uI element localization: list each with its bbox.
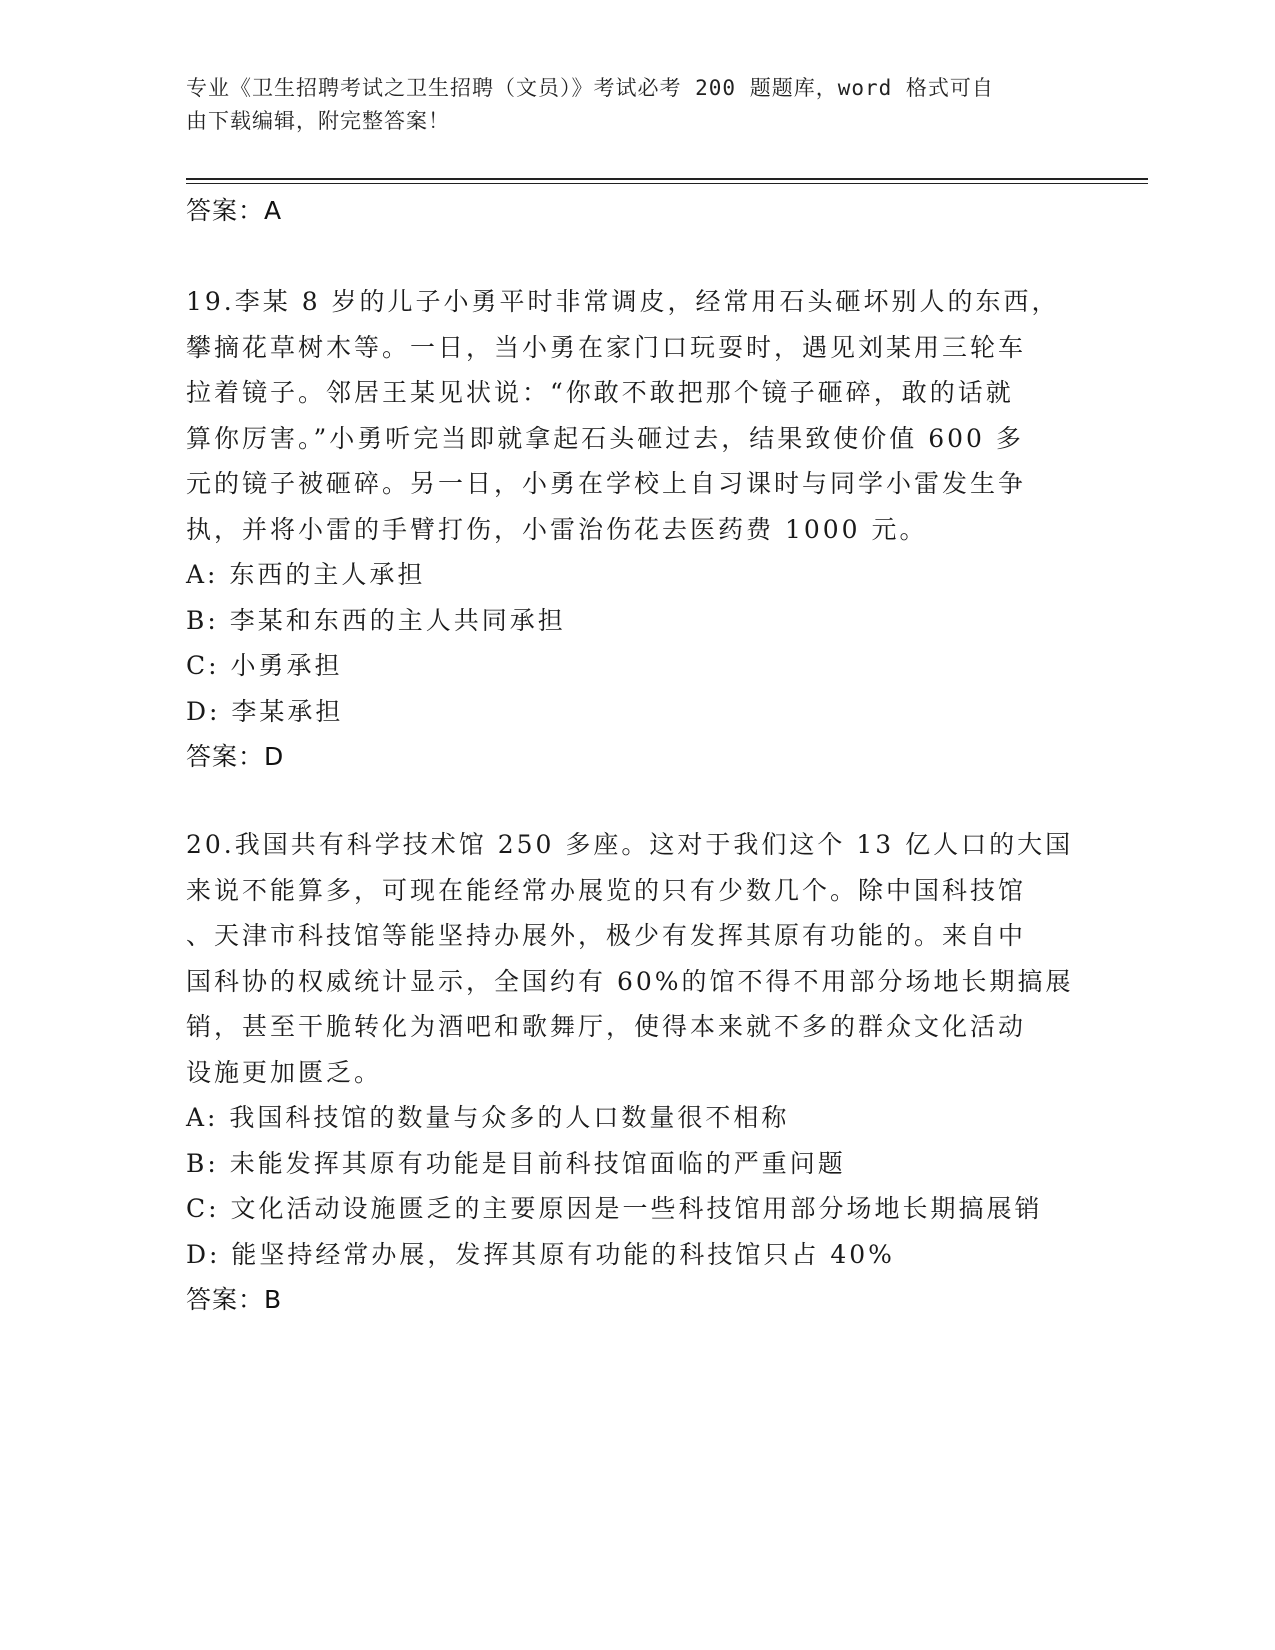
question-stem-line: 20.我国共有科学技术馆 250 多座。这对于我们这个 13 亿人口的大国 xyxy=(186,830,1074,859)
question-stem-line: 、天津市科技馆等能坚持办展外，极少有发挥其原有功能的。来自中 xyxy=(186,921,1027,950)
question-stem-line: 执，并将小雷的手臂打伤，小雷治伤花去医药费 1000 元。 xyxy=(186,514,928,544)
previous-question-answer: 答案：A xyxy=(186,196,283,225)
question-stem-line: 拉着镜子。邻居王某见状说：“你敢不敢把那个镜子砸碎，敢的话就 xyxy=(186,378,1014,407)
question-answer: 答案：B xyxy=(186,1285,283,1314)
question-answer: 答案：D xyxy=(186,742,285,771)
question-stem-line: 攀摘花草树木等。一日，当小勇在家门口玩耍时，遇见刘某用三轮车 xyxy=(186,332,1027,362)
question-stem-line: 设施更加匮乏。 xyxy=(186,1057,383,1087)
question-stem-line: 来说不能算多，可现在能经常办展览的只有少数几个。除中国科技馆 xyxy=(186,875,1027,905)
header-line-1: 专业《卫生招聘考试之卫生招聘（文员）》考试必考 200 题题库，word 格式可自 xyxy=(186,76,994,100)
question-stem-line: 国科协的权威统计显示，全国约有 60%的馆不得不用部分场地长期搞展 xyxy=(186,966,1074,996)
question-19 xyxy=(186,279,1086,779)
option-a: A: 东西的主人承担 xyxy=(186,560,426,589)
option-c: C: 小勇承担 xyxy=(186,651,343,680)
header-divider-thin xyxy=(186,183,1148,184)
option-b: B: 未能发挥其原有功能是目前科技馆面临的严重问题 xyxy=(186,1148,846,1178)
page-header xyxy=(186,72,1066,138)
option-b: B: 李某和东西的主人共同承担 xyxy=(186,605,566,635)
header-line-2: 由下载编辑，附完整答案！ xyxy=(186,109,450,133)
option-d: D: 李某承担 xyxy=(186,696,344,726)
question-20 xyxy=(186,822,1086,1322)
option-d: D: 能坚持经常办展，发挥其原有功能的科技馆只占 40% xyxy=(186,1239,895,1269)
question-stem-line: 算你厉害。”小勇听完当即就拿起石头砸过去，结果致使价值 600 多 xyxy=(186,423,1024,453)
option-c: C: 文化活动设施匮乏的主要原因是一些科技馆用部分场地长期搞展销 xyxy=(186,1194,1043,1223)
question-stem-line: 销，甚至干脆转化为酒吧和歌舞厅，使得本来就不多的群众文化活动 xyxy=(186,1012,1027,1041)
header-divider-thick xyxy=(186,178,1148,180)
question-stem-line: 元的镜子被砸碎。另一日，小勇在学校上自习课时与同学小雷发生争 xyxy=(186,469,1027,498)
question-stem-line: 19.李某 8 岁的儿子小勇平时非常调皮，经常用石头砸坏别人的东西， xyxy=(186,287,1060,316)
option-a: A: 我国科技馆的数量与众多的人口数量很不相称 xyxy=(186,1103,790,1132)
